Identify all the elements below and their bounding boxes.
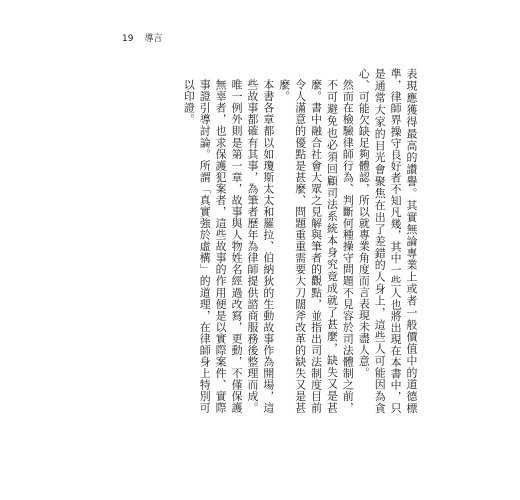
page-header [122,31,162,44]
paragraph: 本書各章都以如瓊斯太太和羅拉、伯納狄的生動故事作為開場，這些故事都確有其事，為筆者歷年為律師提供諮商服務後整理而成。唯一例外則是第一章，故事與人物姓名經過改寫，更動，不僅保護無辜者，也求保護犯案者，這些故事的作用便是以實際案件、實際事證引導討論。所謂「真實強於虛構」的道理，在律師身上特別可以印證。 [182,79,275,414]
body-text [182,68,419,414]
running-title: 導言 [144,34,163,44]
paragraph: 然而在檢驗律師行為、判斷何種操守問題不見容於司法體制之前，不可避免也必須回顧司法系統本身究竟成就了甚麼，缺失又是甚麼。書中融合社會大眾之見解與筆者的觀點，並指出司法制度目前令人滿意的優點是甚麼、問題重重需要大刀闊斧改革的缺失又是甚麼。 [277,79,355,414]
page-number: 19 [122,34,134,44]
paragraph: 表現應獲得最高的讚譽。其實無論專業上或者一般價值中的道德標準，律師界操守良好者不知凡幾，其中一些人也將出現在本書中，只是通常大家的目光會聚焦在出了差錯的人身上，這些人可能因為貪心、可能欠缺足夠體認，所以就專業角度而言表現未盡人意。 [357,68,418,414]
